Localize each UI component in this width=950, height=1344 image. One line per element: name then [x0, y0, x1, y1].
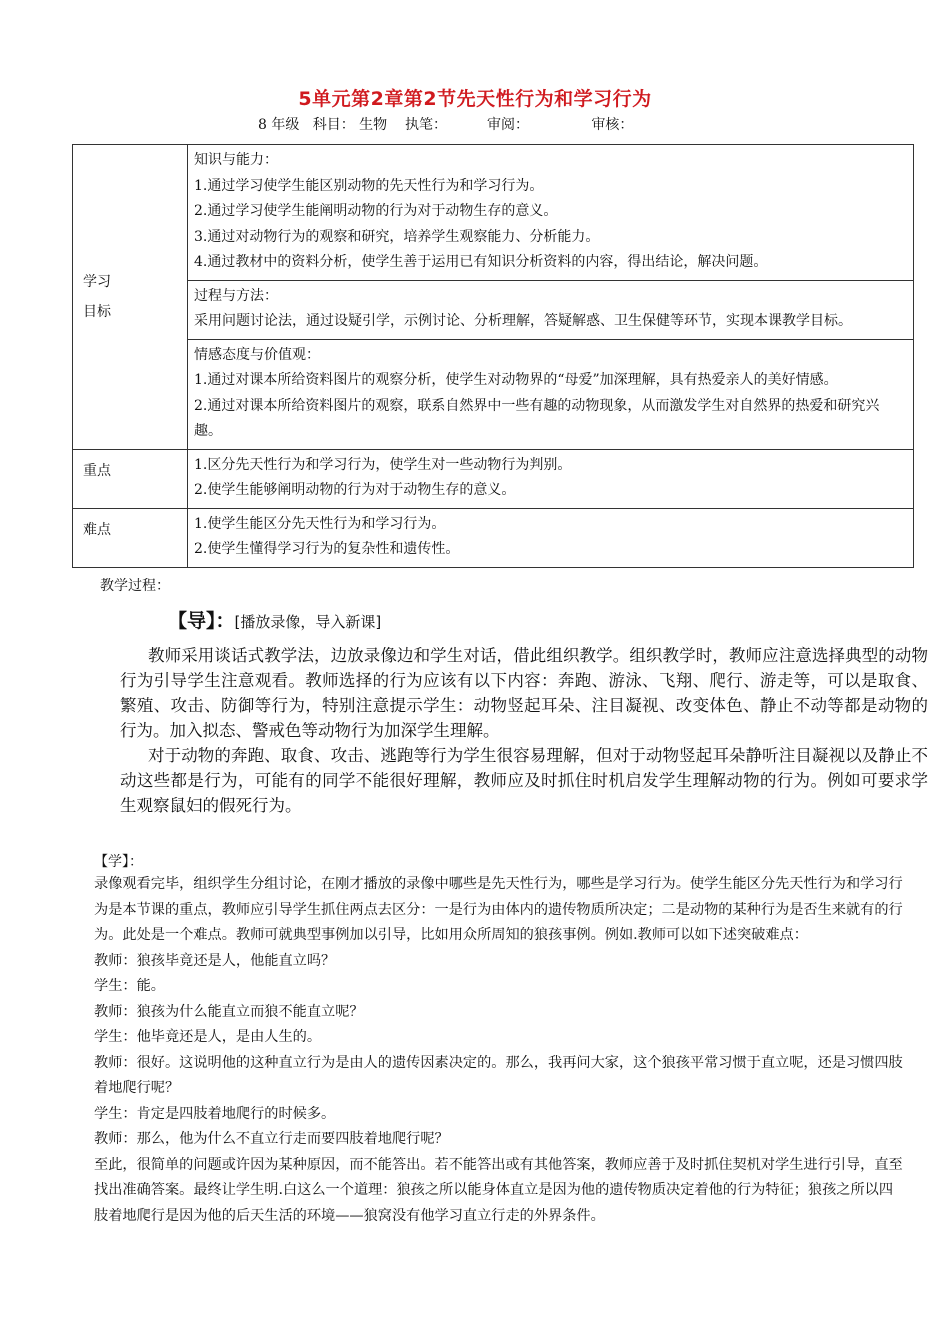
guide-paragraph: 对于动物的奔跑、取食、攻击、逃跑等行为学生很容易理解，但对于动物竖起耳朵静听注目凝视以及静止不动这些都是行为，可能有的同学不能很好理解，教师应及时抓住时机启发学生理解动物的行为。例如可要求学生观察鼠妇的假死行为。	[120, 746, 928, 815]
knowledge-item: 2.通过学习使学生能阐明动物的行为对于动物生存的意义。	[194, 203, 558, 219]
dialogue-line: 学生：他毕竟还是人，是由人生的。	[94, 1029, 322, 1045]
document-title: 5单元第2章第2节先天性行为和学习行为	[298, 88, 652, 110]
dialogue-line: 教师：狼孩毕竟还是人，他能直立吗？	[94, 952, 336, 969]
knowledge-item: 3.通过对动物行为的观察和研究，培养学生观察能力、分析能力。	[194, 228, 600, 245]
dialogue-line: 教师：狼孩为什么能直立而狼不能直立呢？	[94, 1003, 364, 1020]
emotion-cell	[188, 339, 914, 449]
guide-heading: 【导】：	[168, 610, 235, 632]
knowledge-cell	[188, 145, 914, 281]
review-label: 审阅：	[487, 117, 530, 133]
teaching-process-label: 教学过程：	[100, 578, 170, 594]
objectives-label-line2: 目标	[83, 303, 111, 320]
knowledge-item: 4.通过教材中的资料分析，使学生善于运用已有知识分析资料的内容，得出结论，解决问题。	[194, 254, 768, 270]
difficult-point-item: 1.使学生能区分先天性行为和学习行为。	[194, 515, 446, 532]
guide-section	[120, 643, 928, 818]
difficult-point-item: 2.使学生懂得学习行为的复杂性和遗传性。	[194, 541, 460, 557]
difficult-points-label: 难点	[73, 508, 188, 567]
difficult-points-cell	[188, 508, 914, 567]
learn-paragraph: 至此，很简单的问题或许因为某种原因，而不能答出。若不能答出或有其他答案，教师应善于及时抓住契机对学生进行引导，直至找出准确答案。最终让学生明.白这么一个道理：狼孩之所以能身体直立是因为他的遗传物质决定着他的行为特征；狼孩之所以四肢着地爬行是因为他的后天生活的环境——狼窝没有他学习直立行走的外界条件。	[94, 1156, 903, 1224]
subject-label: 科目：	[312, 117, 355, 133]
learn-paragraph: 录像观看完毕，组织学生分组讨论，在刚才播放的录像中哪些是先天性行为，哪些是学习行为。使学生能区分先天性行为和学习行为是本节课的重点，教师应引导学生抓住两点去区分：一是行为由体内的遗传物质所决定；二是动物的某种行为是否生来就有的行为。此处是一个难点。教师可就典型事例加以引导，比如用众所周知的狼孩事例。例如.教师可以如下述突破难点：	[94, 876, 903, 943]
guide-paragraph: 教师采用谈话式教学法，边放录像边和学生对话，借此组织教学。组织教学时，教师应注意选择典型的动物行为引导学生注意观看。教师选择的行为应该有以下内容：奔跑、游泳、飞翔、爬行、游走等，可以是取食、繁殖、攻击、防御等行为，特别注意提示学生：动物竖起耳朵、注目凝视、改变体色、静止不动等都是动物的行为。加入拟态、警戒色等动物行为加深学生理解。	[120, 646, 928, 740]
grade: 8 年级	[258, 117, 300, 133]
dialogue-line: 学生：能。	[94, 978, 165, 994]
process-text: 采用问题讨论法，通过设疑引学，示例讨论、分析理解，答疑解惑、卫生保健等环节，实现本课教学目标。	[194, 313, 852, 329]
approve-label: 审核：	[591, 117, 634, 133]
emotion-item: 2.通过对课本所给资料图片的观察，联系自然界中一些有趣的动物现象，从而激发学生对自然界的热爱和研究兴趣。	[194, 397, 880, 439]
emotion-heading: 情感态度与价值观：	[194, 346, 320, 363]
key-points-label: 重点	[73, 449, 188, 508]
writer-label: 执笔：	[404, 117, 447, 133]
objectives-table	[72, 144, 914, 568]
meta-line	[258, 114, 633, 134]
guide-subheading: [播放录像，导入新课]	[234, 613, 382, 631]
objectives-label-cell	[73, 145, 188, 450]
process-heading: 过程与方法：	[194, 287, 278, 304]
subject: 生物	[359, 117, 388, 133]
process-method-cell	[188, 280, 914, 339]
dialogue-line: 教师：那么，他为什么不直立行走而要四肢着地爬行呢？	[94, 1131, 449, 1147]
learn-heading: 【学】：	[94, 854, 143, 870]
dialogue-line: 教师：很好。这说明他的这种直立行为是由人的遗传因素决定的。那么，我再问大家，这个狼孩平常习惯于直立呢，还是习惯四肢着地爬行呢？	[94, 1054, 903, 1096]
dialogue-line: 学生：肯定是四肢着地爬行的时候多。	[94, 1105, 336, 1122]
knowledge-item: 1.通过学习使学生能区别动物的先天性行为和学习行为。	[194, 177, 544, 194]
objectives-label-line1: 学习	[83, 273, 111, 290]
key-point-item: 2.使学生能够阐明动物的行为对于动物生存的意义。	[194, 482, 516, 498]
key-points-cell	[188, 449, 914, 508]
guide-heading-line	[168, 606, 381, 633]
learn-section	[94, 872, 906, 1229]
emotion-item: 1.通过对课本所给资料图片的观察分析，使学生对动物界的“母爱”加深理解，具有热爱亲人的美好情感。	[194, 372, 838, 388]
key-point-item: 1.区分先天性行为和学习行为，使学生对一些动物行为判别。	[194, 456, 572, 473]
knowledge-heading: 知识与能力：	[194, 152, 278, 168]
